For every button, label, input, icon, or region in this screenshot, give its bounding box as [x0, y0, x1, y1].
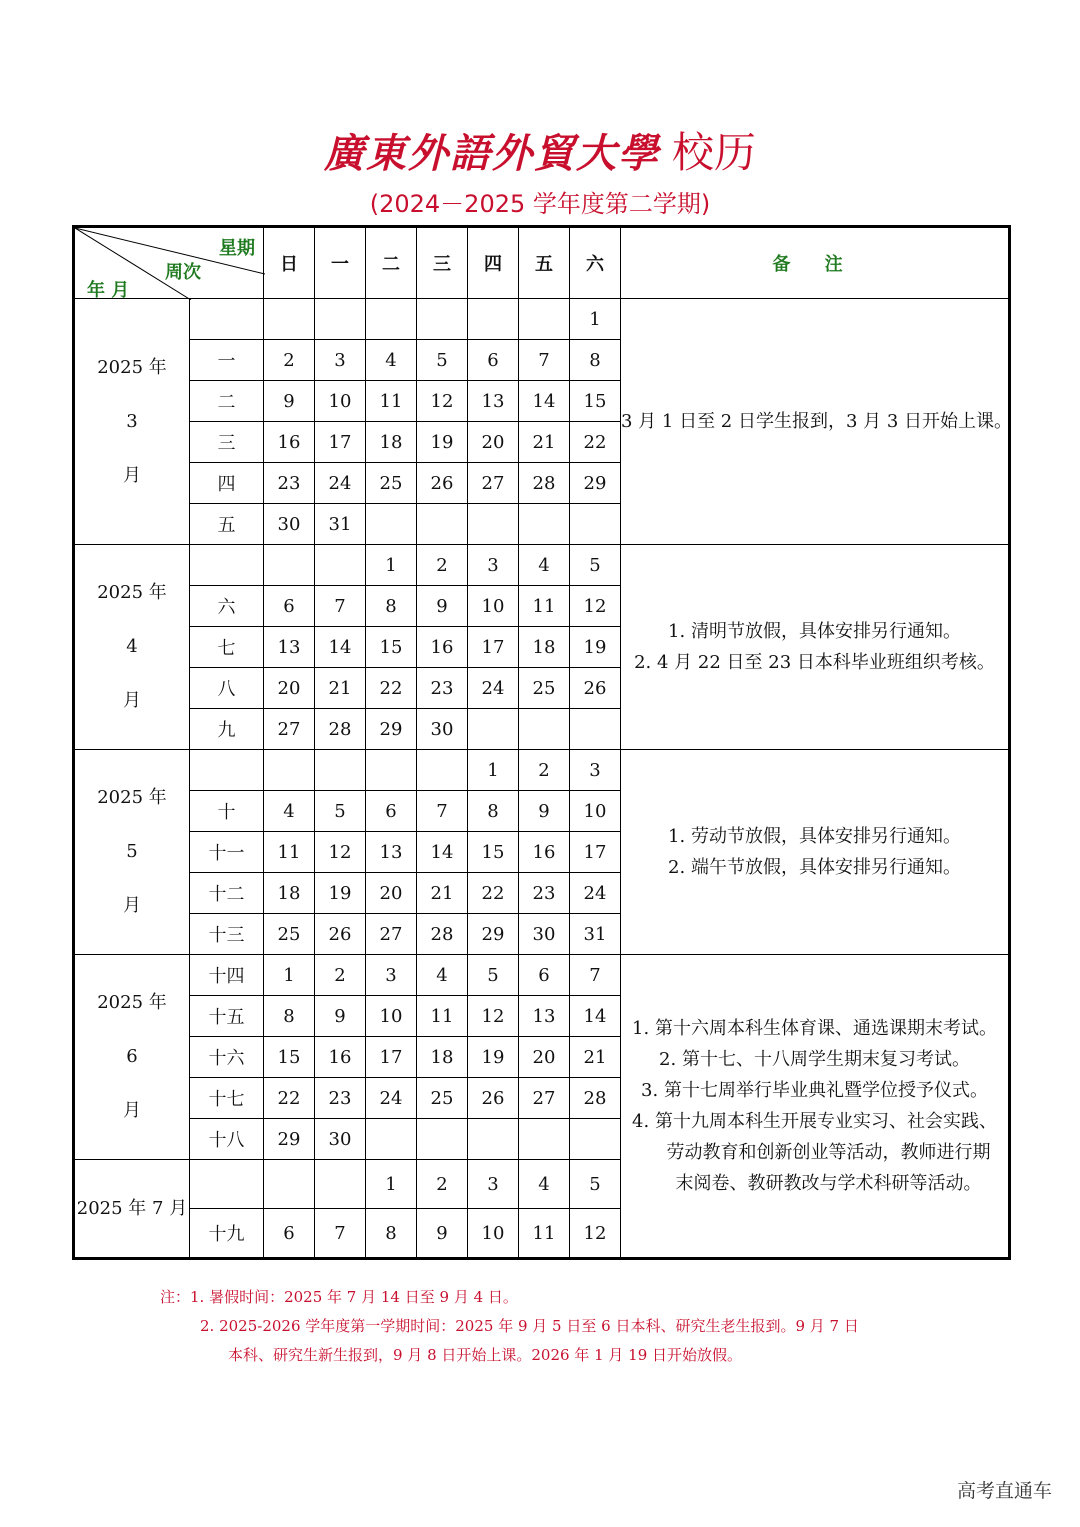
- month-label-year: 2025 年: [97, 992, 167, 1013]
- day-cell: 25: [417, 1078, 468, 1119]
- day-cell: 1: [366, 1160, 417, 1209]
- day-cell: [417, 504, 468, 545]
- day-cell: 6: [519, 955, 570, 996]
- watermark: 高考直通车: [956, 1480, 1052, 1502]
- header-day-thu: 四: [468, 227, 519, 299]
- day-cell: 9: [417, 1209, 468, 1259]
- month-label-year: 2025 年: [97, 787, 167, 808]
- day-cell: 25: [519, 668, 570, 709]
- day-cell: 23: [315, 1078, 366, 1119]
- day-cell: [366, 299, 417, 340]
- day-cell: 27: [264, 709, 315, 750]
- day-cell: 22: [264, 1078, 315, 1119]
- day-cell: [519, 504, 570, 545]
- week-number-cell: 十八: [190, 1119, 264, 1160]
- day-cell: 8: [366, 1209, 417, 1259]
- day-cell: 28: [417, 914, 468, 955]
- day-cell: 4: [264, 791, 315, 832]
- day-cell: 16: [264, 422, 315, 463]
- day-cell: 12: [570, 586, 621, 627]
- day-cell: 30: [417, 709, 468, 750]
- university-name: 廣東外語外貿大學: [323, 130, 660, 177]
- week-number-cell: 二: [190, 381, 264, 422]
- month-label-unit: 月: [123, 1100, 141, 1121]
- remarks-label: 备 注: [772, 254, 857, 275]
- remark-line: 4. 第十九周本科生开展专业实习、社会实践、: [632, 1111, 997, 1132]
- day-cell: [264, 299, 315, 340]
- day-cell: 25: [264, 914, 315, 955]
- day-cell: 1: [366, 545, 417, 586]
- day-cell: 7: [315, 586, 366, 627]
- day-cell: 11: [519, 586, 570, 627]
- week-row: [74, 299, 1010, 340]
- day-cell: 9: [264, 381, 315, 422]
- day-cell: 21: [315, 668, 366, 709]
- day-cell: [519, 1119, 570, 1160]
- day-cell: 3: [468, 1160, 519, 1209]
- day-cell: [417, 1119, 468, 1160]
- day-cell: 24: [366, 1078, 417, 1119]
- day-cell: 15: [366, 627, 417, 668]
- day-cell: 19: [468, 1037, 519, 1078]
- month-label-unit: 月: [123, 895, 141, 916]
- day-cell: [366, 504, 417, 545]
- day-cell: [315, 545, 366, 586]
- day-cell: [468, 1119, 519, 1160]
- remark-line: 3 月 1 日至 2 日学生报到，3 月 3 日开始上课。: [621, 411, 1013, 432]
- month-label-month: 4: [126, 636, 138, 657]
- day-cell: 1: [468, 750, 519, 791]
- day-cell: 7: [519, 340, 570, 381]
- day-cell: 14: [417, 832, 468, 873]
- header-day-wed: 三: [417, 227, 468, 299]
- week-number-cell: [190, 299, 264, 340]
- day-cell: [468, 709, 519, 750]
- day-cell: 14: [315, 627, 366, 668]
- day-cell: 23: [264, 463, 315, 504]
- corner-week-label: 周次: [165, 262, 201, 283]
- day-cell: 11: [417, 996, 468, 1037]
- corner-weekday-label: 星期: [219, 238, 255, 259]
- week-number-cell: 十四: [190, 955, 264, 996]
- day-cell: [417, 299, 468, 340]
- week-number-cell: [190, 545, 264, 586]
- day-cell: 26: [570, 668, 621, 709]
- day-cell: 30: [264, 504, 315, 545]
- week-number-cell: 三: [190, 422, 264, 463]
- calendar-body: [74, 227, 1013, 1259]
- day-cell: 12: [570, 1209, 621, 1259]
- header-day-sun: 日: [264, 227, 315, 299]
- day-cell: 1: [264, 955, 315, 996]
- day-cell: 11: [366, 381, 417, 422]
- remark-line: 劳动教育和创新创业等活动，教师进行期: [666, 1142, 991, 1163]
- day-cell: 19: [315, 873, 366, 914]
- remark-line: 2. 端午节放假，具体安排另行通知。: [668, 857, 961, 878]
- day-cell: 26: [315, 914, 366, 955]
- remarks-cell: [621, 299, 1013, 545]
- day-cell: 2: [519, 750, 570, 791]
- corner-yearmonth-label: 年 月: [87, 280, 130, 301]
- day-cell: 16: [315, 1037, 366, 1078]
- day-cell: 13: [519, 996, 570, 1037]
- remark-line: 3. 第十七周举行毕业典礼暨学位授予仪式。: [641, 1080, 988, 1101]
- footnotes: [160, 1283, 859, 1370]
- month-label-cell: [74, 299, 190, 545]
- day-cell: 25: [366, 463, 417, 504]
- header-row: [74, 227, 1010, 299]
- header-day-tue: 二: [366, 227, 417, 299]
- header-day-mon: 一: [315, 227, 366, 299]
- month-label-unit: 月: [123, 690, 141, 711]
- day-cell: 12: [315, 832, 366, 873]
- day-cell: 2: [417, 545, 468, 586]
- day-cell: 10: [468, 586, 519, 627]
- day-cell: [264, 1160, 315, 1209]
- day-cell: [264, 750, 315, 791]
- day-cell: 13: [264, 627, 315, 668]
- day-cell: 21: [570, 1037, 621, 1078]
- day-cell: 9: [315, 996, 366, 1037]
- day-cell: 19: [570, 627, 621, 668]
- day-cell: 18: [519, 627, 570, 668]
- week-row: [74, 750, 1010, 791]
- day-cell: 5: [570, 1160, 621, 1209]
- day-cell: 20: [264, 668, 315, 709]
- day-cell: [315, 299, 366, 340]
- day-cell: 18: [264, 873, 315, 914]
- week-number-cell: 九: [190, 709, 264, 750]
- day-cell: 8: [264, 996, 315, 1037]
- day-cell: 7: [570, 955, 621, 996]
- day-cell: 20: [468, 422, 519, 463]
- day-cell: [570, 504, 621, 545]
- corner-cell: [74, 227, 264, 299]
- day-cell: 18: [366, 422, 417, 463]
- month-label-month: 6: [126, 1046, 138, 1067]
- day-cell: 10: [366, 996, 417, 1037]
- day-cell: 6: [468, 340, 519, 381]
- day-cell: 5: [417, 340, 468, 381]
- week-number-cell: 十一: [190, 832, 264, 873]
- header-day-fri: 五: [519, 227, 570, 299]
- day-cell: 15: [570, 381, 621, 422]
- week-number-cell: [190, 1160, 264, 1209]
- week-number-cell: [190, 750, 264, 791]
- day-cell: 2: [264, 340, 315, 381]
- remark-line: 1. 第十六周本科生体育课、通选课期末考试。: [632, 1018, 997, 1039]
- day-cell: 18: [417, 1037, 468, 1078]
- month-label-year: 2025 年: [97, 582, 167, 603]
- month-label-year: 2025 年: [97, 356, 167, 378]
- day-cell: 7: [417, 791, 468, 832]
- week-number-cell: 五: [190, 504, 264, 545]
- month-label-cell: [74, 750, 190, 955]
- footnote-prefix: 注：: [160, 1288, 191, 1306]
- day-cell: 29: [468, 914, 519, 955]
- day-cell: 4: [417, 955, 468, 996]
- day-cell: [264, 545, 315, 586]
- week-number-cell: 一: [190, 340, 264, 381]
- calendar-word: 校历: [671, 128, 756, 177]
- day-cell: 23: [417, 668, 468, 709]
- week-number-cell: 七: [190, 627, 264, 668]
- month-label-month: 3: [126, 410, 138, 432]
- semester-subtitle: (2024－2025 学年度第二学期): [369, 190, 711, 218]
- month-label-cell: [74, 1160, 190, 1259]
- day-cell: 8: [570, 340, 621, 381]
- day-cell: [366, 1119, 417, 1160]
- week-row: [74, 955, 1010, 996]
- remark-line: 2. 4 月 22 日至 23 日本科毕业班组织考核。: [634, 652, 995, 673]
- day-cell: [366, 750, 417, 791]
- week-number-cell: 六: [190, 586, 264, 627]
- day-cell: 21: [417, 873, 468, 914]
- day-cell: 29: [366, 709, 417, 750]
- day-cell: 17: [366, 1037, 417, 1078]
- day-cell: 27: [366, 914, 417, 955]
- day-cell: 15: [468, 832, 519, 873]
- day-cell: 19: [417, 422, 468, 463]
- remarks-cell: [621, 750, 1010, 955]
- day-cell: 3: [366, 955, 417, 996]
- week-number-cell: 十五: [190, 996, 264, 1037]
- day-cell: 4: [519, 1160, 570, 1209]
- month-label: 2025 年 7 月: [76, 1197, 188, 1219]
- day-cell: 11: [264, 832, 315, 873]
- day-cell: 8: [468, 791, 519, 832]
- footnote-line-2: 2. 2025-2026 学年度第一学期时间：2025 年 9 月 5 日至 6 日本科、研究生老生报到。9 月 7 日: [200, 1317, 859, 1335]
- day-cell: 17: [315, 422, 366, 463]
- week-number-cell: 八: [190, 668, 264, 709]
- day-cell: 14: [519, 381, 570, 422]
- day-cell: [417, 750, 468, 791]
- day-cell: 28: [570, 1078, 621, 1119]
- month-label-cell: [74, 955, 190, 1160]
- header-remarks: [621, 227, 1010, 299]
- day-cell: 10: [468, 1209, 519, 1259]
- day-cell: 15: [264, 1037, 315, 1078]
- day-cell: 12: [468, 996, 519, 1037]
- week-number-cell: 十: [190, 791, 264, 832]
- day-cell: 11: [519, 1209, 570, 1259]
- day-cell: 13: [468, 381, 519, 422]
- remarks-cell-june-july: [621, 955, 1010, 1259]
- day-cell: 28: [315, 709, 366, 750]
- calendar-title: [0, 120, 1080, 182]
- day-cell: 5: [570, 545, 621, 586]
- day-cell: 29: [264, 1119, 315, 1160]
- day-cell: 2: [315, 955, 366, 996]
- remark-line: 2. 第十七、十八周学生期末复习考试。: [659, 1049, 970, 1070]
- day-cell: 27: [519, 1078, 570, 1119]
- day-cell: 6: [264, 1209, 315, 1259]
- day-cell: 31: [315, 504, 366, 545]
- day-cell: 21: [519, 422, 570, 463]
- day-cell: [468, 299, 519, 340]
- day-cell: 10: [570, 791, 621, 832]
- day-cell: [570, 1119, 621, 1160]
- header-day-sat: 六: [570, 227, 621, 299]
- day-cell: 20: [366, 873, 417, 914]
- day-cell: 5: [315, 791, 366, 832]
- week-row: [74, 545, 1010, 586]
- week-number-cell: 十三: [190, 914, 264, 955]
- day-cell: 24: [315, 463, 366, 504]
- day-cell: 17: [570, 832, 621, 873]
- day-cell: 30: [315, 1119, 366, 1160]
- day-cell: 22: [366, 668, 417, 709]
- day-cell: 2: [417, 1160, 468, 1209]
- calendar-table: [72, 225, 1011, 1260]
- day-cell: 30: [519, 914, 570, 955]
- day-cell: 26: [417, 463, 468, 504]
- day-cell: 26: [468, 1078, 519, 1119]
- day-cell: 31: [570, 914, 621, 955]
- week-number-cell: 十六: [190, 1037, 264, 1078]
- day-cell: 3: [570, 750, 621, 791]
- remark-line: 1. 劳动节放假，具体安排另行通知。: [668, 826, 961, 847]
- day-cell: 17: [468, 627, 519, 668]
- week-number-cell: 十九: [190, 1209, 264, 1259]
- day-cell: 5: [468, 955, 519, 996]
- remark-line: 1. 清明节放假，具体安排另行通知。: [668, 621, 961, 642]
- day-cell: [315, 750, 366, 791]
- day-cell: [519, 709, 570, 750]
- month-label-month: 5: [126, 841, 138, 862]
- day-cell: [315, 1160, 366, 1209]
- day-cell: 10: [315, 381, 366, 422]
- day-cell: 29: [570, 463, 621, 504]
- day-cell: [570, 709, 621, 750]
- day-cell: 4: [519, 545, 570, 586]
- week-number-cell: 十七: [190, 1078, 264, 1119]
- day-cell: 22: [570, 422, 621, 463]
- day-cell: 22: [468, 873, 519, 914]
- day-cell: 27: [468, 463, 519, 504]
- month-label-unit: 月: [123, 464, 141, 486]
- day-cell: 20: [519, 1037, 570, 1078]
- week-number-cell: 四: [190, 463, 264, 504]
- day-cell: 1: [570, 299, 621, 340]
- week-number-cell: 十二: [190, 873, 264, 914]
- day-cell: 8: [366, 586, 417, 627]
- day-cell: 3: [468, 545, 519, 586]
- day-cell: 16: [519, 832, 570, 873]
- month-label-cell: [74, 545, 190, 750]
- day-cell: 16: [417, 627, 468, 668]
- day-cell: 4: [366, 340, 417, 381]
- day-cell: 9: [519, 791, 570, 832]
- footnote-line-1: 注：1. 暑假时间：2025 年 7 月 14 日至 9 月 4 日。: [160, 1288, 518, 1306]
- day-cell: 23: [519, 873, 570, 914]
- remark-line: 末阅卷、教研教改与学术科研等活动。: [675, 1173, 982, 1194]
- day-cell: 7: [315, 1209, 366, 1259]
- day-cell: 14: [570, 996, 621, 1037]
- remarks-cell: [621, 545, 1010, 750]
- day-cell: 12: [417, 381, 468, 422]
- day-cell: 28: [519, 463, 570, 504]
- day-cell: [468, 504, 519, 545]
- day-cell: 3: [315, 340, 366, 381]
- day-cell: 6: [264, 586, 315, 627]
- day-cell: 6: [366, 791, 417, 832]
- day-cell: 9: [417, 586, 468, 627]
- day-cell: [519, 299, 570, 340]
- footnote-line-3: 本科、研究生新生报到，9 月 8 日开始上课。2026 年 1 月 19 日开始放假。: [228, 1346, 743, 1364]
- day-cell: 13: [366, 832, 417, 873]
- day-cell: 24: [570, 873, 621, 914]
- day-cell: 24: [468, 668, 519, 709]
